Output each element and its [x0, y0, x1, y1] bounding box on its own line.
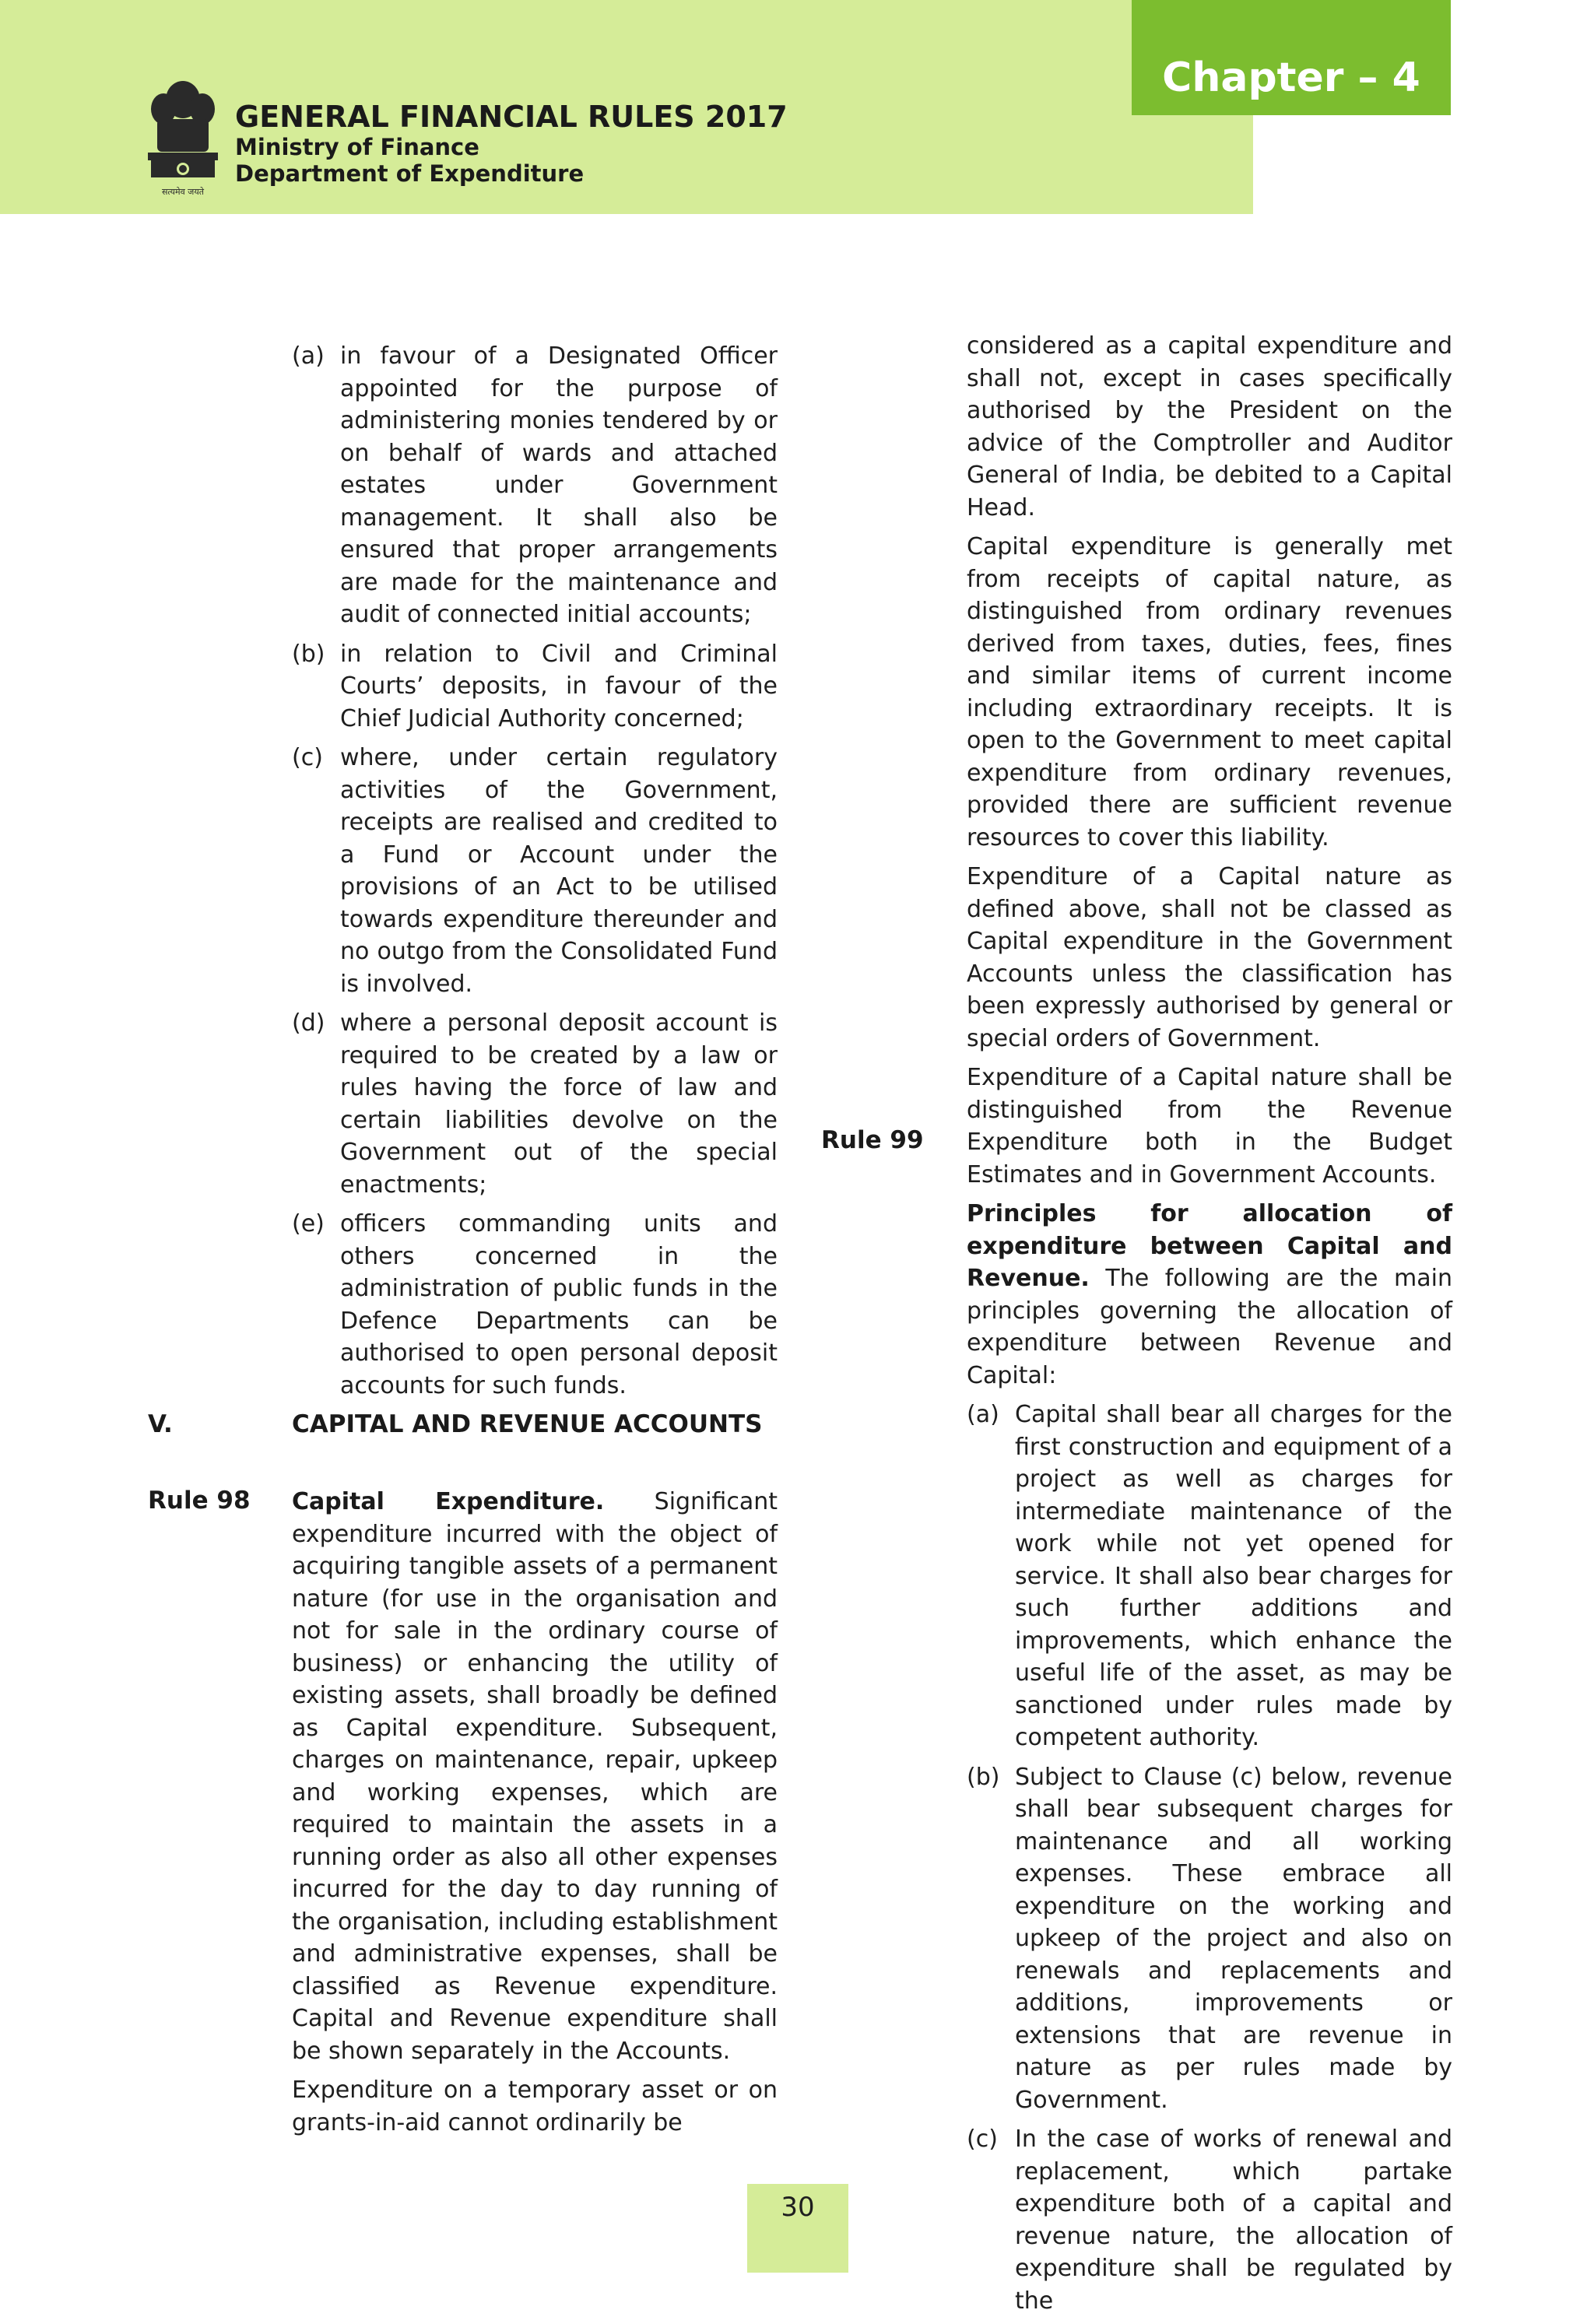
list-marker: (b)	[967, 1763, 1000, 1791]
rule-98-body	[292, 1486, 778, 2146]
list-marker: (a)	[292, 342, 325, 370]
section-number: V.	[148, 1410, 173, 1438]
list-text: officers commanding units and others concerned in the administration of public funds in the Defence Departments can be authorised to open personal deposit accounts for such funds.	[340, 1210, 778, 1399]
list-text: Subject to Clause (c) below, revenue shall bear subsequent charges for maintenance and all working expenses. These embrace all expenditure on the working and upkeep of the project and also on renewals and replacements and additions, improvements or extensions that are revenue in nature as per rules made by Government.	[1015, 1763, 1452, 2114]
list-text: where a personal deposit account is required to be created by a law or rules having the force of law and certain liabilities devolve on the Government out of the special enactments;	[340, 1009, 778, 1199]
list-marker: (e)	[292, 1210, 325, 1237]
list-text: in relation to Civil and Criminal Courts’ deposits, in favour of the Chief Judicial Authority concerned;	[340, 640, 778, 732]
chapter-label: Chapter – 4	[1162, 54, 1420, 101]
rule-99-intro: The following are the main principles governing the allocation of expenditure between Revenue and Capital:	[967, 1265, 1452, 1389]
list-item	[292, 742, 778, 1000]
rule-99-item	[967, 1399, 1452, 1754]
document-title: GENERAL FINANCIAL RULES 2017	[235, 100, 788, 134]
right-paragraph-2: Capital expenditure is generally met from receipts of capital nature, as distinguished from ordinary revenues derived from taxes, duties, fees, fines and similar items of current income including extraordinary receipts. It is open to the Government to meet capital expenditure from ordinary revenues, provided there are sufficient revenue resources to cover this liability.	[967, 533, 1452, 851]
list-marker: (c)	[967, 2126, 998, 2153]
emblem-motto: सत्यमेव जयते	[161, 187, 205, 197]
rule-99-item	[967, 1761, 1452, 2117]
left-list	[292, 340, 778, 1409]
rule-99-label: Rule 99	[821, 1126, 924, 1154]
rule-98-paragraph-2: Expenditure on a temporary asset or on grants-in-aid cannot ordinarily be	[292, 2077, 778, 2136]
section-title: CAPITAL AND REVENUE ACCOUNTS	[292, 1410, 763, 1438]
department-name: Department of Expenditure	[235, 160, 585, 187]
list-marker: (d)	[292, 1009, 325, 1037]
list-text: In the case of works of renewal and replacement, which partake expenditure both of a capital and revenue nature, the allocation of expenditure shall be regulated by the	[1015, 2126, 1452, 2315]
right-paragraph-4: Expenditure of a Capital nature shall be distinguished from the Revenue Expenditure both in the Budget Estimates and in Government Accounts.	[967, 1064, 1452, 1188]
ministry-name: Ministry of Finance	[235, 134, 479, 160]
list-item	[292, 638, 778, 735]
rule-99-heading: Principles for allocation of expenditure between Capital and Revenue.	[967, 1200, 1452, 1292]
list-marker: (c)	[292, 744, 323, 771]
rule-98-label: Rule 98	[148, 1487, 251, 1515]
right-column	[967, 330, 1452, 2324]
list-marker: (a)	[967, 1401, 999, 1428]
list-item	[292, 1208, 778, 1402]
page-number: 30	[781, 2192, 815, 2223]
rule-99-paragraph	[967, 1198, 1452, 1392]
list-item	[292, 1007, 778, 1201]
rule-99-item	[967, 2123, 1452, 2317]
right-paragraph-3: Expenditure of a Capital nature as defined above, shall not be classed as Capital expenditure in the Government Accounts unless the classification has been expressly authorised by general or special orders of Government.	[967, 863, 1452, 1052]
list-text: Capital shall bear all charges for the first construction and equipment of a project as well as charges for intermediate maintenance of the work while not yet opened for service. It shall also bear charges for such further additions and improvements, which enhance the useful life of the asset, as may be sanctioned under rules made by competent authority.	[1015, 1401, 1452, 1751]
rule-98-paragraph	[292, 1486, 778, 2067]
rule-98-heading: Capital Expenditure.	[292, 1488, 605, 1515]
rule-98-text: Significant expenditure incurred with the object of acquiring tangible assets of a permanent nature (for use in the organisation and not for sale in the ordinary course of business) or enhancing the utility of existing assets, shall broadly be defined as Capital expenditure. Subsequent, charges on maintenance, repair, upkeep and working expenses, which are required to maintain the assets in a running order as also all other expenses incurred for the day to day running of the organisation, including establishment and administrative expenses, shall be classified as Revenue expenditure. Capital and Revenue expenditure shall be shown separately in the Accounts.	[292, 1488, 778, 2065]
list-marker: (b)	[292, 640, 325, 668]
right-paragraph-1: considered as a capital expenditure and shall not, except in cases specifically authorised by the President on the advice of the Comptroller and Auditor General of India, be debited to a Capital Head.	[967, 332, 1452, 521]
list-text: in favour of a Designated Officer appointed for the purpose of administering monies tendered by or on behalf of wards and attached estates under Government management. It shall also be ensured that proper arrangements are made for the maintenance and audit of connected initial accounts;	[340, 342, 778, 628]
list-item	[292, 340, 778, 631]
national-emblem-icon	[140, 76, 226, 201]
list-text: where, under certain regulatory activities of the Government, receipts are realised and credited to a Fund or Account under the provisions of an Act to be utilised towards expenditure thereunder and no outgo from the Consolidated Fund is involved.	[340, 744, 778, 998]
